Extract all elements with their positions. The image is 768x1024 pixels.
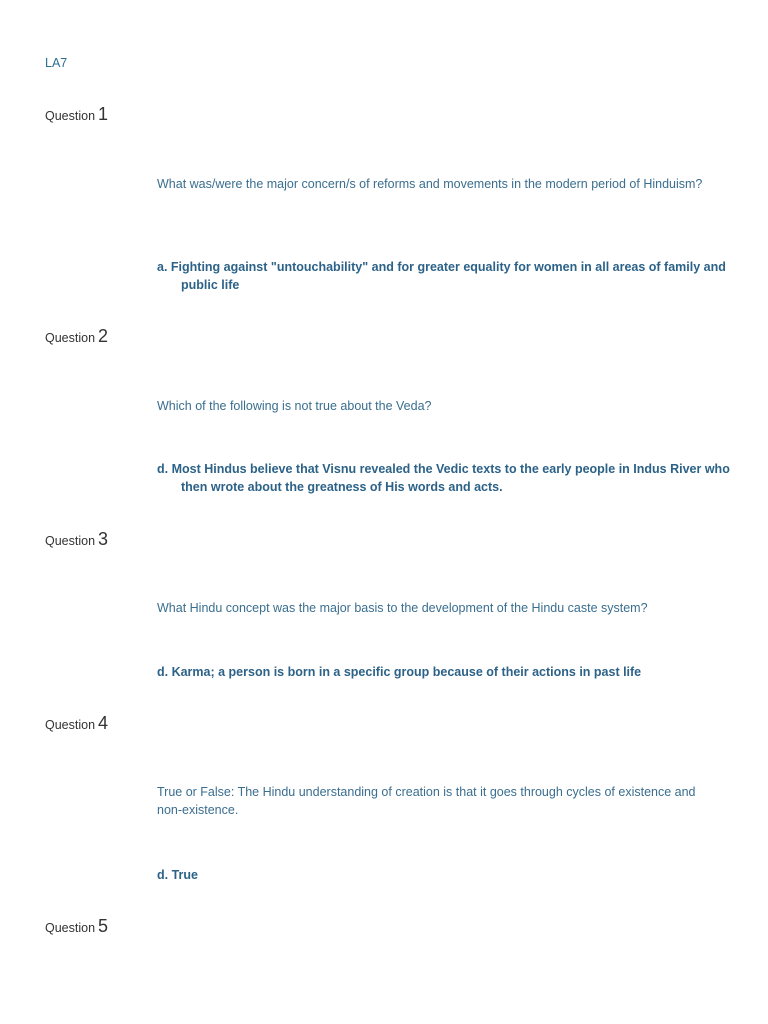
question-label: Question xyxy=(45,331,96,345)
question-label: Question xyxy=(45,534,96,548)
answer-text: d. Karma; a person is born in a specific group because of their actions in past life xyxy=(157,665,642,679)
question-number: 5 xyxy=(98,916,109,936)
answer-text: d. True xyxy=(157,868,198,882)
question-label: Question xyxy=(45,109,96,123)
question-label: Question xyxy=(45,921,96,935)
question-heading xyxy=(45,326,108,347)
answer-text: d. Most Hindus believe that Visnu revealed the Vedic texts to the early people in Indus River who then wrote about the greatness of His words and acts. xyxy=(157,462,730,494)
question-heading xyxy=(45,529,108,550)
question-number: 1 xyxy=(98,104,109,124)
question-number: 4 xyxy=(98,713,109,733)
question-label: Question xyxy=(45,718,96,732)
question-text: What was/were the major concern/s of reforms and movements in the modern period of Hinduism? xyxy=(157,177,703,191)
question-heading xyxy=(45,104,108,125)
answer-text: a. Fighting against "untouchability" and for greater equality for women in all areas of family and public life xyxy=(157,260,726,292)
question-text: True or False: The Hindu understanding of creation is that it goes through cycles of existence and non-existence. xyxy=(157,785,696,817)
document-title: LA7 xyxy=(45,56,68,70)
question-heading xyxy=(45,916,108,937)
question-number: 2 xyxy=(98,326,109,346)
question-heading xyxy=(45,713,108,734)
question-number: 3 xyxy=(98,529,109,549)
question-text: Which of the following is not true about the Veda? xyxy=(157,399,432,413)
question-text: What Hindu concept was the major basis to the development of the Hindu caste system? xyxy=(157,601,648,615)
